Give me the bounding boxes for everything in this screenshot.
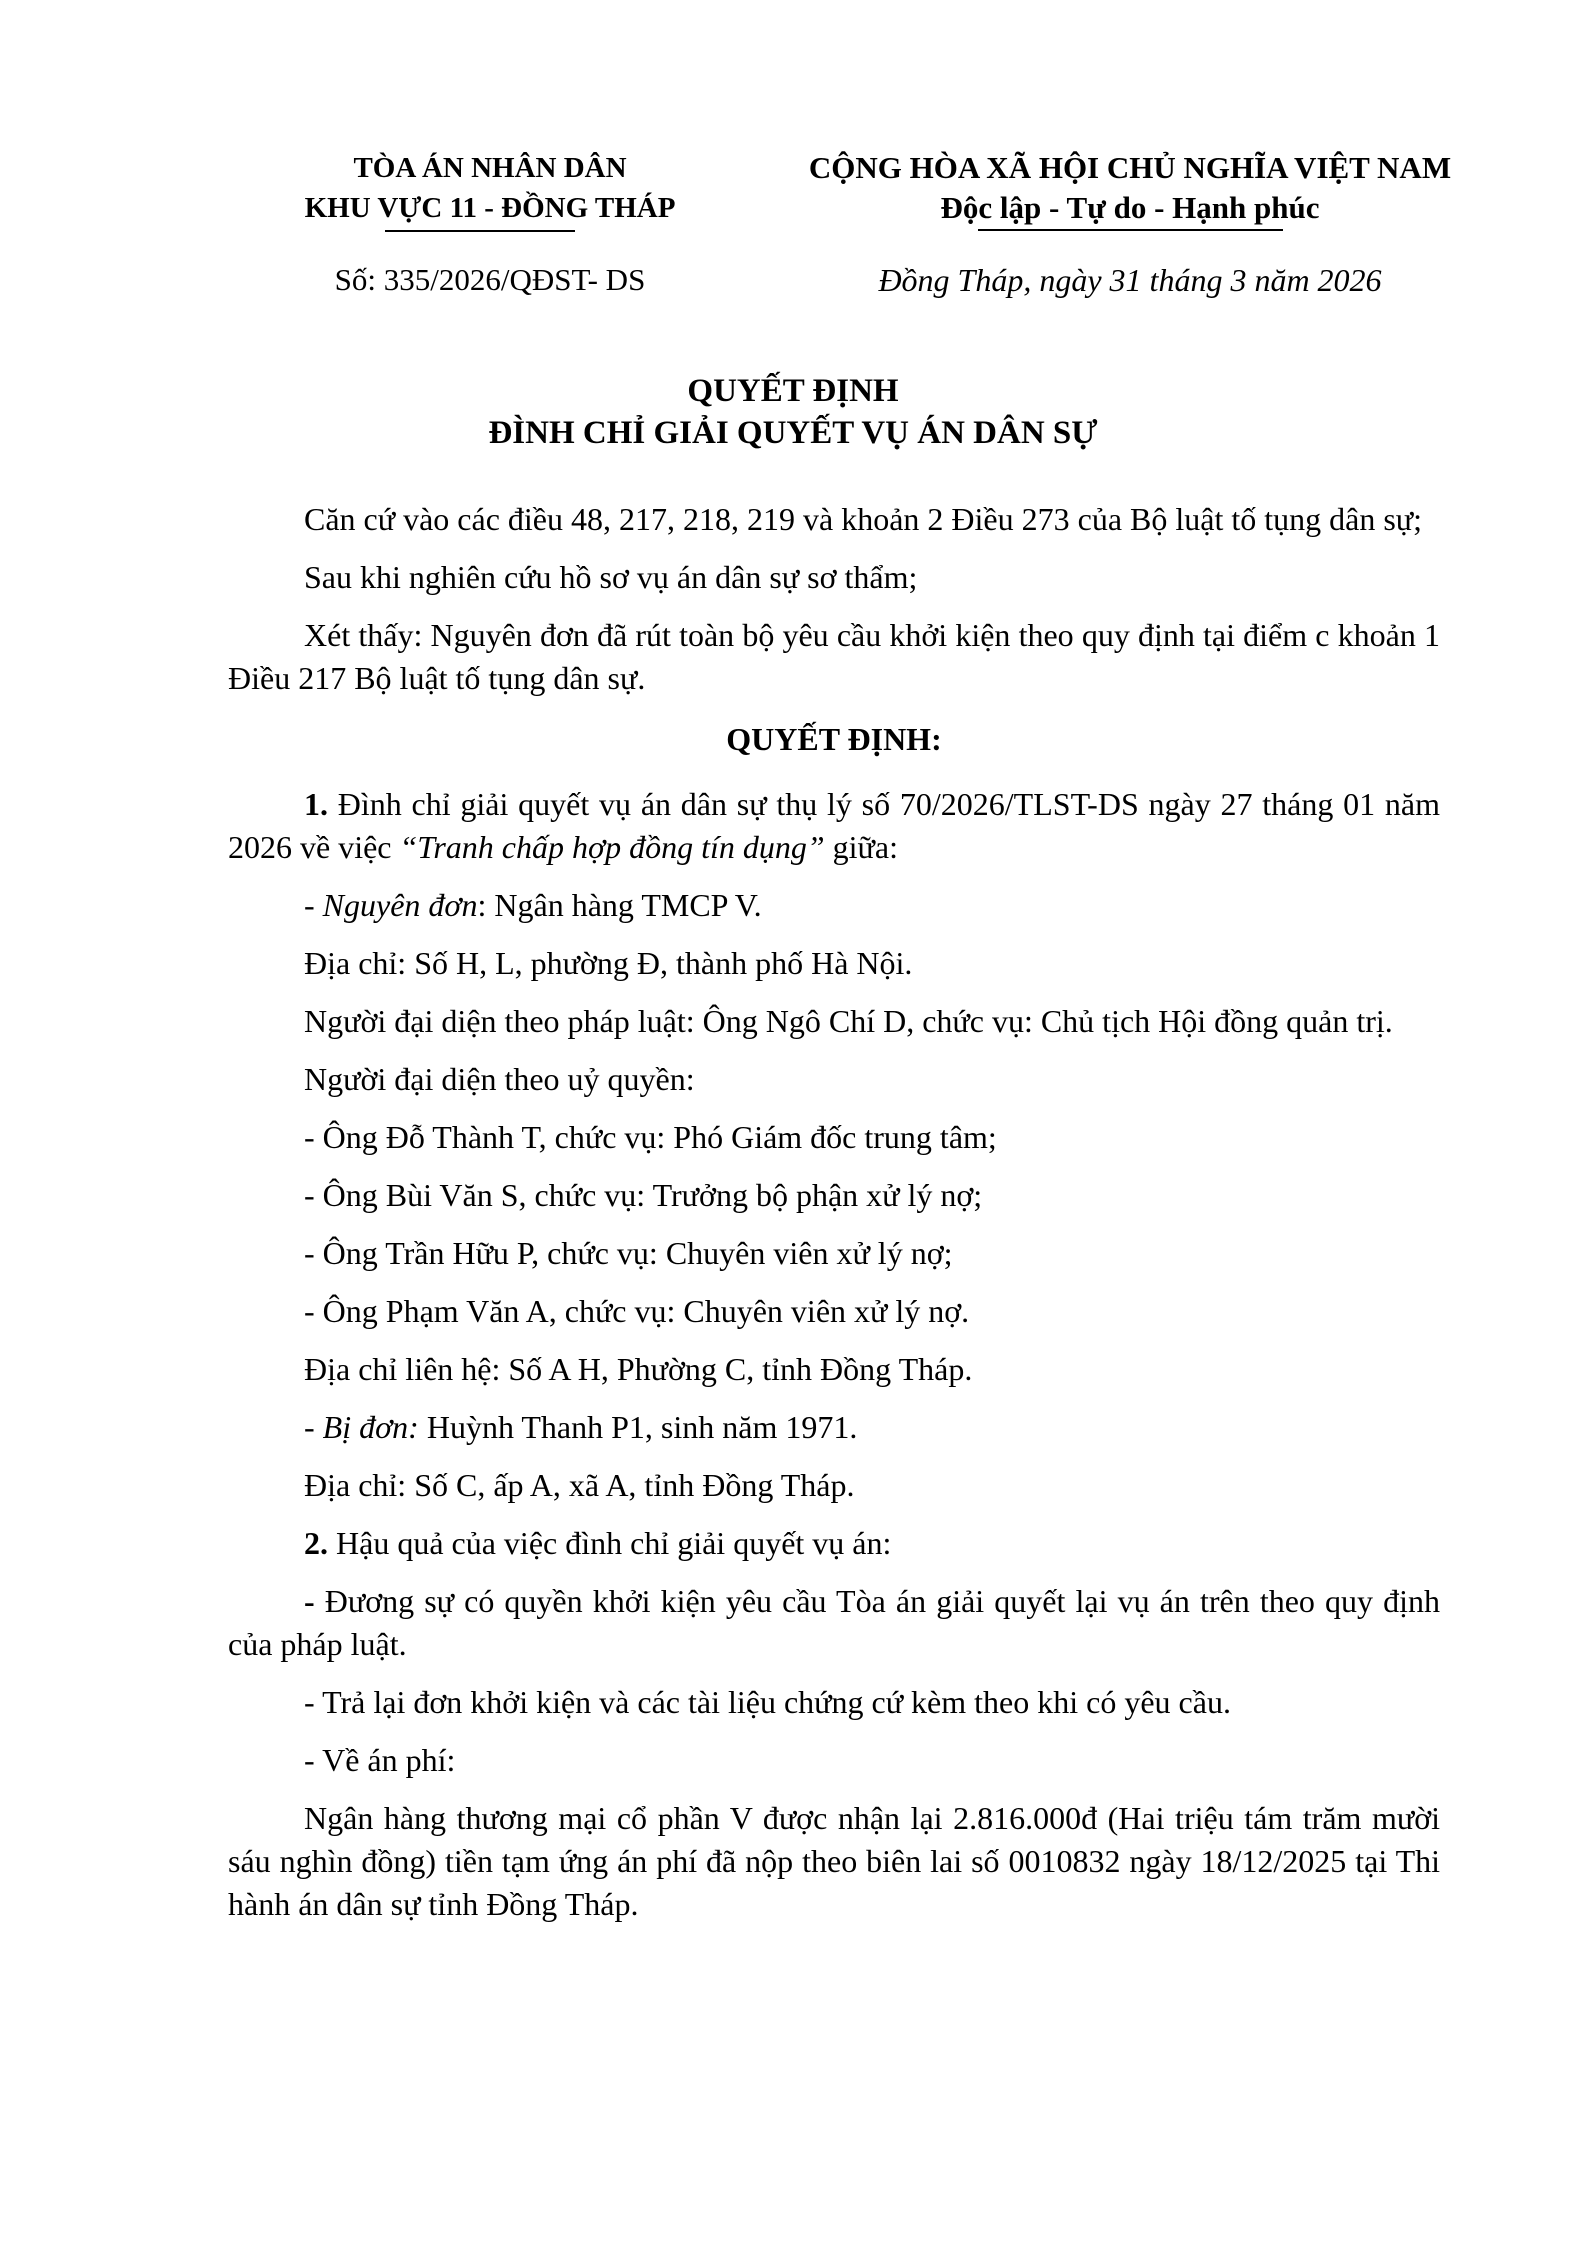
authorized-rep-heading: Người đại diện theo uỷ quyền: [304,1061,695,1097]
authorized-rep-item: - Ông Trần Hữu P, chức vụ: Chuyên viên xử lý nợ; [304,1235,953,1271]
item1-text-after: giữa: [824,829,898,865]
plaintiff-address: Địa chỉ: Số H, L, phường Đ, thành phố Hà Nội. [304,945,913,981]
decision-heading: QUYẾT ĐỊNH: [726,721,942,757]
consequence-refile-text: Đương sự có quyền khởi kiện yêu cầu Tòa án giải quyết lại vụ án trên theo quy định của pháp luật. [228,1583,1440,1662]
plaintiff-line: - Nguyên đơn: Ngân hàng TMCP V. [304,887,762,923]
country-name: CỘNG HÒA XÃ HỘI CHỦ NGHĨA VIỆT NAM [808,150,1452,185]
plaintiff-value: : Ngân hàng TMCP V. [477,887,762,923]
title-line2: ĐÌNH CHỈ GIẢI QUYẾT VỤ ÁN DÂN SỰ [488,415,1098,451]
plaintiff-label: Nguyên đơn [322,887,478,923]
legal-representative: Người đại diện theo pháp luật: Ông Ngô Chí D, chức vụ: Chủ tịch Hội đồng quản trị. [304,1003,1393,1039]
document-body [228,498,1440,1941]
court-header [230,148,750,232]
defendant-address: Địa chỉ: Số C, ấp A, xã A, tỉnh Đồng Tháp. [304,1467,855,1503]
item2-number: 2. [304,1525,328,1561]
bullet-dash: - [304,1583,315,1619]
defendant-value: Huỳnh Thanh P1, sinh năm 1971. [418,1409,858,1445]
contact-address: Địa chỉ liên hệ: Số A H, Phường C, tỉnh Đồng Tháp. [304,1351,973,1387]
national-motto: Độc lập - Tự do - Hạnh phúc [940,190,1320,225]
consequence-return-docs: - Trả lại đơn khởi kiện và các tài liệu chứng cứ kèm theo khi có yêu cầu. [304,1684,1231,1720]
authorized-rep-item: - Ông Đỗ Thành T, chức vụ: Phó Giám đốc trung tâm; [304,1119,997,1155]
court-fee-refund: Ngân hàng thương mại cổ phần V được nhận lại 2.816.000đ (Hai triệu tám trăm mười sáu nghìn đồng) tiền tạm ứng án phí đã nộp theo biên lai số 0010832 ngày 18/12/2025 tại Thi hành án dân sự tỉnh Đồng Tháp. [228,1800,1440,1922]
title-line1: QUYẾT ĐỊNH [687,373,899,409]
motto-underline [978,229,1283,231]
authorized-rep-item: - Ông Phạm Văn A, chức vụ: Chuyên viên xử lý nợ. [304,1293,970,1329]
case-type: “Tranh chấp hợp đồng tín dụng” [399,829,825,865]
preamble-legal-basis: Căn cứ vào các điều 48, 217, 218, 219 và khoản 2 Điều 273 của Bộ luật tố tụng dân sự; [304,501,1423,537]
place-date: Đồng Tháp, ngày 31 tháng 3 năm 2026 [878,262,1382,298]
item2-heading [228,1522,1440,1565]
document-title [0,370,1586,454]
consequence-refile [228,1580,1440,1666]
court-fee-heading: - Về án phí: [304,1742,456,1778]
court-underline [385,230,575,232]
item1-text: Đình chỉ giải quyết vụ án dân sự thụ lý số 70/2026/TLST-DS ngày 27 tháng 01 năm 2026 về việc [228,786,1440,865]
preamble-finding: Xét thấy: Nguyên đơn đã rút toàn bộ yêu cầu khởi kiện theo quy định tại điểm c khoản 1 Điều 217 Bộ luật tố tụng dân sự. [228,617,1440,696]
authorized-rep-item: - Ông Bùi Văn S, chức vụ: Trưởng bộ phận xử lý nợ; [304,1177,983,1213]
document-number: Số: 335/2026/QĐST- DS [334,262,646,297]
court-name-line2: KHU VỰC 11 - ĐỒNG THÁP [304,192,676,224]
defendant-line: - Bị đơn: Huỳnh Thanh P1, sinh năm 1971. [304,1409,858,1445]
item1-paragraph [228,783,1440,869]
item1-number: 1. [304,786,328,822]
defendant-label: Bị đơn: [322,1409,419,1445]
item2-heading-text: Hậu quả của việc đình chỉ giải quyết vụ án: [328,1525,892,1561]
court-name-line1: TÒA ÁN NHÂN DÂN [353,152,627,184]
national-header [740,148,1520,231]
preamble-review: Sau khi nghiên cứu hồ sơ vụ án dân sự sơ thẩm; [304,559,918,595]
